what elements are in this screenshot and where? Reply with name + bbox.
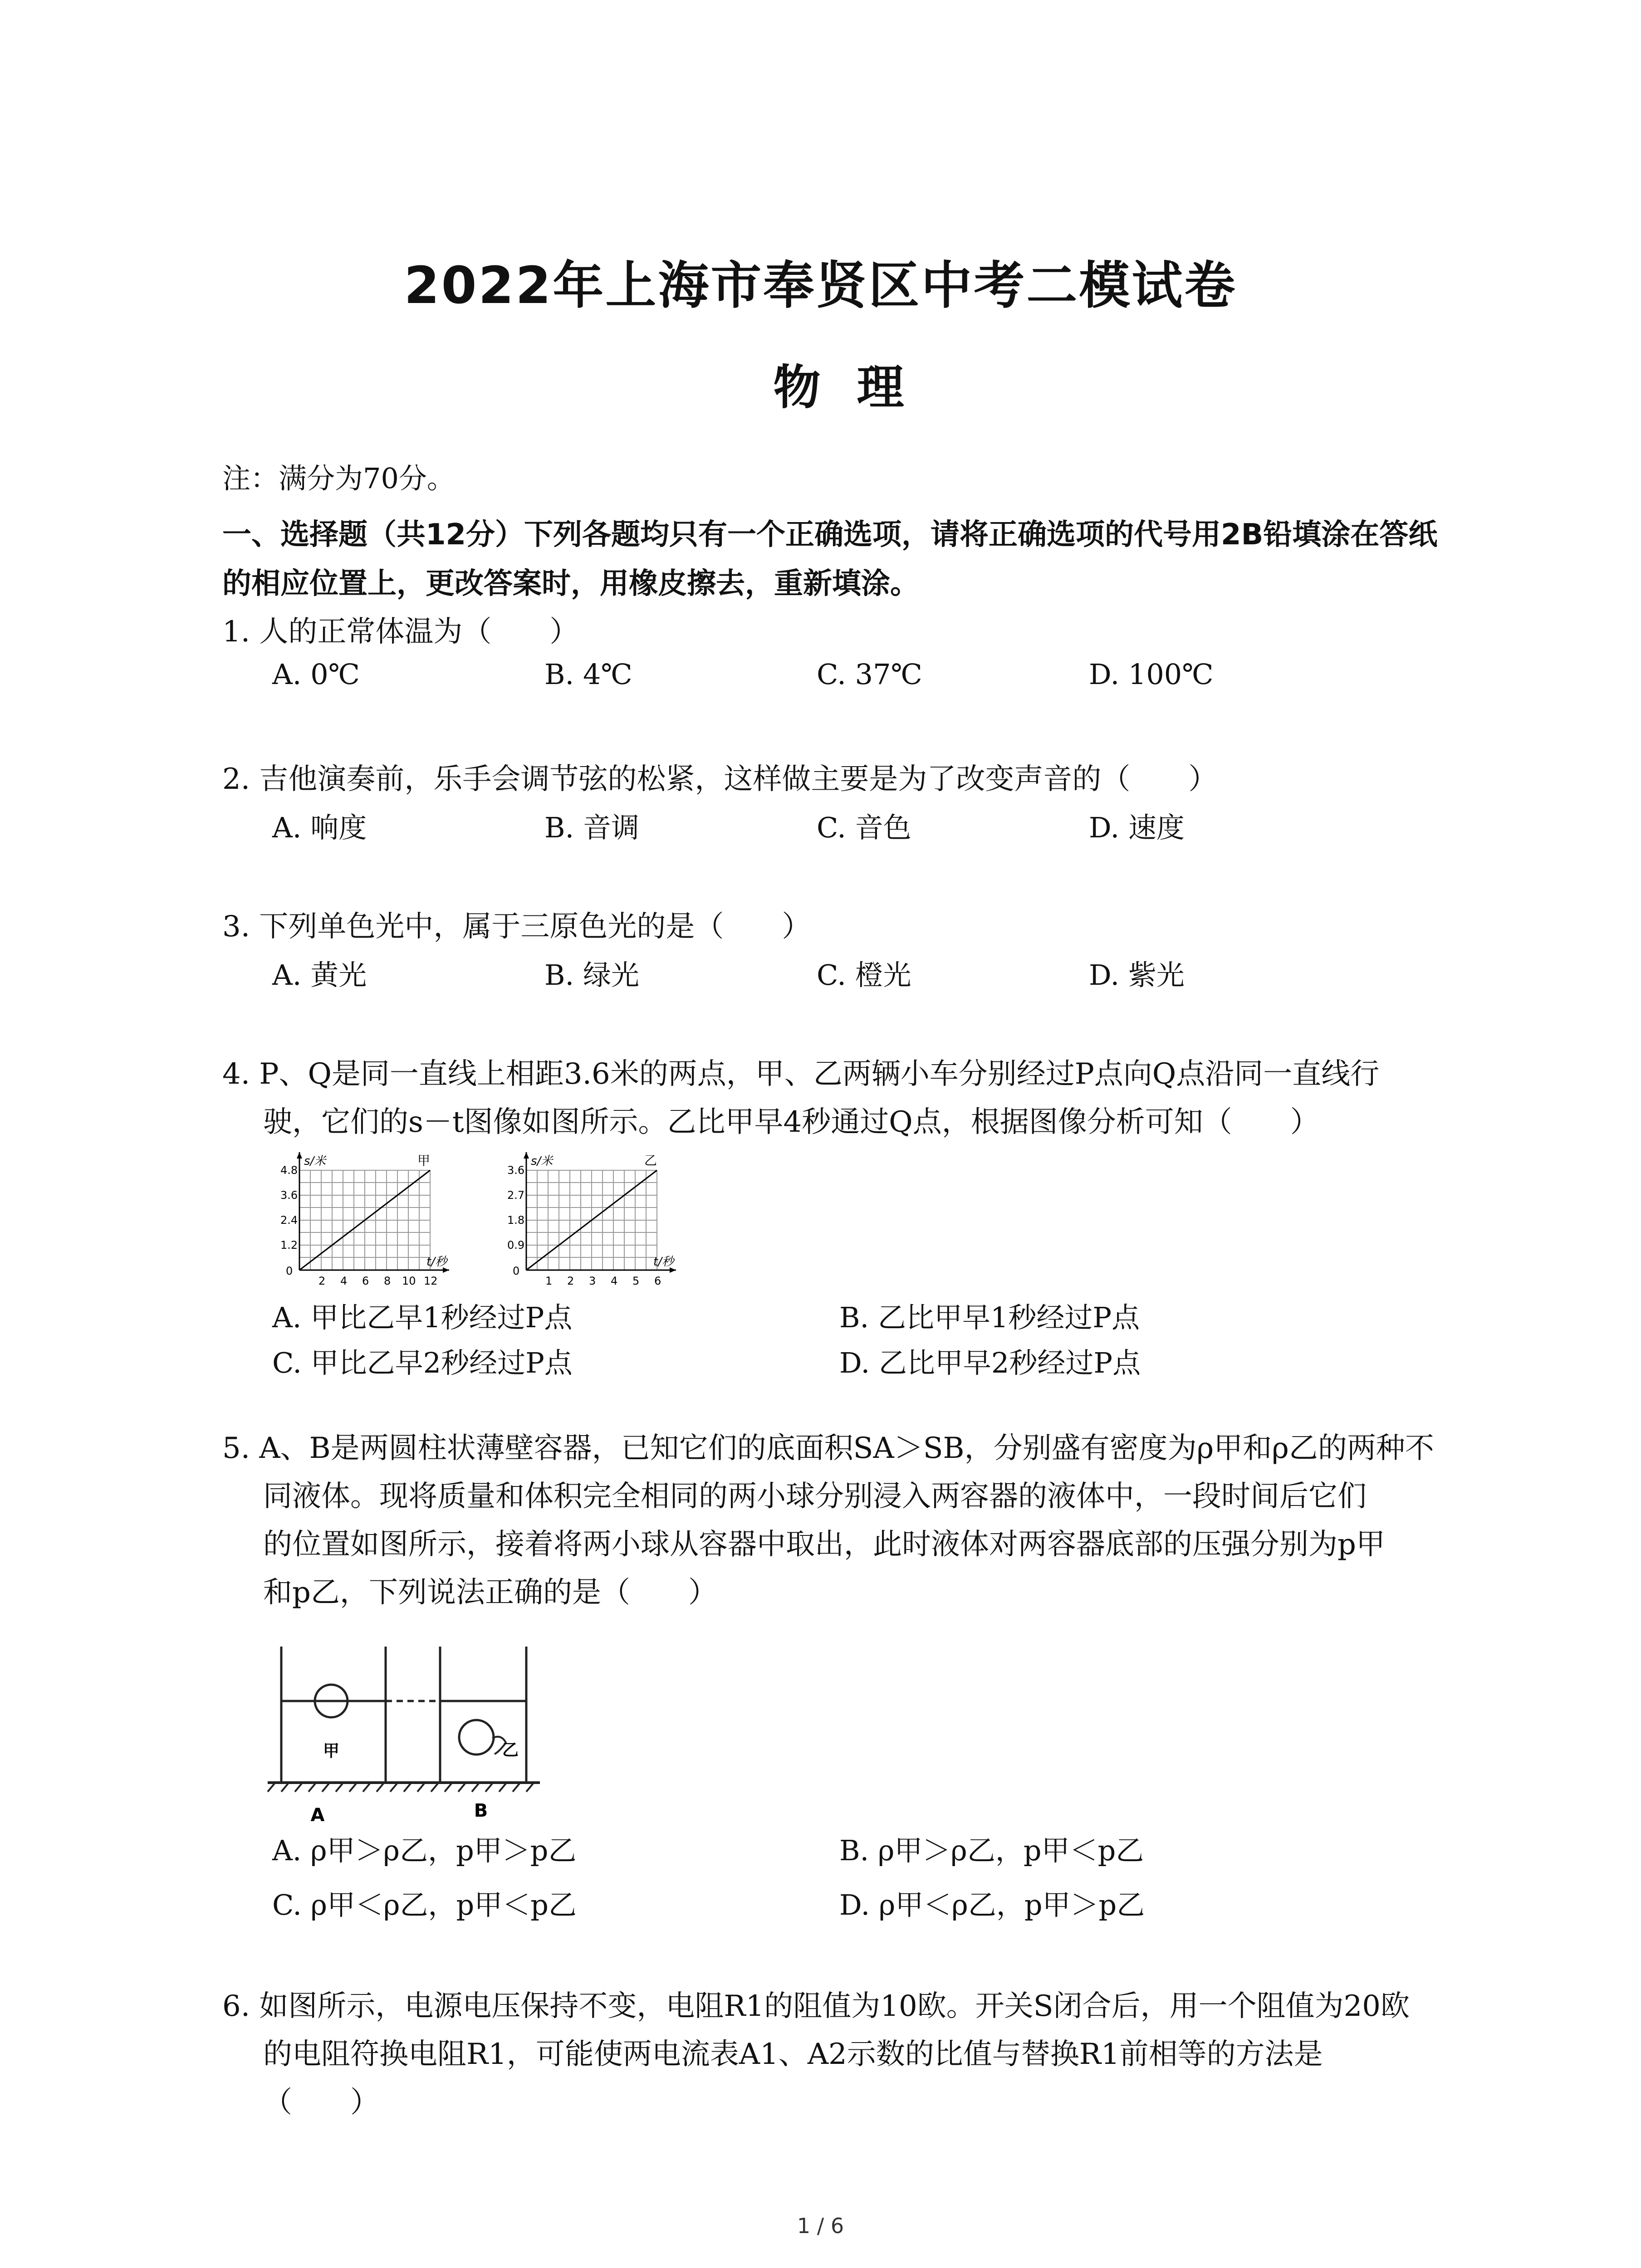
- question-2: [222, 755, 1456, 803]
- tick-label: 3: [589, 1275, 596, 1287]
- tick-label: 4: [340, 1275, 348, 1287]
- exam-title: 2022年上海市奉贤区中考二模试卷: [404, 256, 1237, 315]
- question-stem-line: 的位置如图所示，接着将两小球从容器中取出，此时液体对两容器底部的压强分别为p甲: [263, 1528, 1385, 1561]
- x-axis-label: t/秒: [653, 1255, 674, 1269]
- tick-label: 10: [402, 1275, 416, 1287]
- question-stem-line: 4. P、Q是同一直线上相距3.6米的两点，甲、乙两辆小车分别经过P点向Q点沿同一直线行: [222, 1057, 1380, 1091]
- question-stem-line: 的电阻符换电阻R1，可能使两电流表A1、A2示数的比值与替换R1前相等的方法是: [263, 2038, 1323, 2071]
- tick-label: 3.6: [280, 1189, 298, 1202]
- option-b: B. 乙比甲早1秒经过P点: [839, 1301, 1140, 1334]
- question-stem-line: 同液体。现将质量和体积完全相同的两小球分别浸入两容器的液体中，一段时间后它们: [263, 1480, 1367, 1513]
- tick-label: 1.2: [280, 1239, 298, 1251]
- tick-label: 0: [513, 1265, 520, 1277]
- option-c: C. 橙光: [817, 958, 911, 992]
- graph-name: 甲: [417, 1153, 431, 1168]
- st-graphs: [254, 1143, 762, 1293]
- liquid-label-a: 甲: [323, 1742, 340, 1760]
- graph-jia: [280, 1152, 449, 1287]
- tick-label: 2: [567, 1275, 574, 1287]
- question-stem-line: 和p乙，下列说法正确的是（ ）: [263, 1576, 717, 1609]
- question-4: [222, 1050, 1456, 1146]
- tick-label: 4: [611, 1275, 618, 1287]
- option-d: D. 乙比甲早2秒经过P点: [839, 1346, 1141, 1379]
- option-a: A. 响度: [272, 811, 367, 844]
- graph-name: 乙: [644, 1153, 657, 1168]
- option-c: C. 音色: [817, 811, 911, 844]
- tick-label: 2.4: [280, 1214, 298, 1227]
- question-stem: 3. 下列单色光中，属于三原色光的是（ ）: [222, 910, 811, 943]
- tick-label: 0: [286, 1265, 293, 1277]
- question-6: [222, 1982, 1456, 2126]
- option-a: A. 甲比乙早1秒经过P点: [272, 1301, 573, 1334]
- option-b: B. 音调: [544, 811, 639, 844]
- score-note: 注：满分为70分。: [222, 462, 455, 495]
- y-axis-label: s/米: [304, 1154, 326, 1168]
- tick-label: 2.7: [507, 1189, 525, 1202]
- question-stem-line: 6. 如图所示，电源电压保持不变，电阻R1的阻值为10欧。开关S闭合后，用一个阻值为20欧: [222, 1989, 1410, 2023]
- question-1-options: [272, 658, 1452, 691]
- container-a-label: A: [310, 1805, 325, 1826]
- graph-yi: [507, 1152, 676, 1287]
- tick-label: 6: [362, 1275, 369, 1287]
- tick-label: 4.8: [280, 1164, 298, 1177]
- question-5: [222, 1424, 1456, 1617]
- tick-label: 8: [384, 1275, 391, 1287]
- option-d: D. ρ甲＜ρ乙，p甲＞p乙: [839, 1888, 1145, 1921]
- tick-label: 12: [424, 1275, 438, 1287]
- tick-label: 1.8: [507, 1214, 525, 1227]
- option-c: C. ρ甲＜ρ乙，p甲＜p乙: [272, 1888, 577, 1921]
- tick-label: 2: [318, 1275, 326, 1287]
- option-b: B. 绿光: [544, 958, 639, 992]
- option-b: B. 4℃: [544, 658, 632, 691]
- tick-label: 1: [545, 1275, 553, 1287]
- question-2-options: [272, 805, 1452, 846]
- option-d: D. 紫光: [1089, 958, 1185, 992]
- option-a: A. ρ甲＞ρ乙，p甲＞p乙: [272, 1834, 577, 1867]
- option-a: A. 0℃: [272, 658, 360, 691]
- question-4-options: [272, 1340, 1452, 1381]
- page-number: 1 / 6: [797, 2214, 844, 2238]
- question-1: [222, 608, 1456, 656]
- containers-figure: [263, 1637, 563, 1828]
- question-stem-line: 5. A、B是两圆柱状薄壁容器，已知它们的底面积SA＞SB，分别盛有密度为ρ甲和ρ乙的两种不: [222, 1432, 1434, 1465]
- option-d: D. 100℃: [1089, 658, 1214, 691]
- option-c: C. 甲比乙早2秒经过P点: [272, 1346, 573, 1379]
- subject-title: 物理: [773, 360, 941, 415]
- tick-label: 6: [654, 1275, 661, 1287]
- x-axis-label: t/秒: [426, 1255, 447, 1269]
- tick-label: 0.9: [507, 1239, 525, 1251]
- option-d: D. 速度: [1089, 811, 1185, 844]
- option-c: C. 37℃: [817, 658, 922, 691]
- tick-label: 5: [632, 1275, 640, 1287]
- tick-label: 3.6: [507, 1164, 525, 1177]
- section-heading: 一、选择题（共12分）下列各题均只有一个正确选项，请将正确选项的代号用2B铅填涂在答纸的相应位置上，更改答案时，用橡皮擦去，重新填涂。: [222, 518, 1438, 601]
- liquid-label-b: 乙: [502, 1741, 519, 1760]
- option-b: B. ρ甲＞ρ乙，p甲＜p乙: [839, 1834, 1144, 1867]
- y-axis-label: s/米: [531, 1154, 553, 1168]
- question-4-options: [272, 1295, 1452, 1335]
- question-5-options: [272, 1828, 1452, 1868]
- question-5-options: [272, 1882, 1452, 1923]
- option-a: A. 黄光: [272, 958, 367, 992]
- question-3: [222, 903, 1456, 951]
- container-b-label: B: [474, 1800, 488, 1821]
- question-3-options: [272, 953, 1452, 993]
- question-stem-line: （ ）: [263, 2086, 379, 2119]
- question-stem: 1. 人的正常体温为（ ）: [222, 615, 579, 649]
- question-stem: 2. 吉他演奏前，乐手会调节弦的松紧，这样做主要是为了改变声音的（ ）: [222, 763, 1218, 796]
- question-stem-line: 驶，它们的s－t图像如图所示。乙比甲早4秒通过Q点，根据图像分析可知（ ）: [263, 1105, 1319, 1139]
